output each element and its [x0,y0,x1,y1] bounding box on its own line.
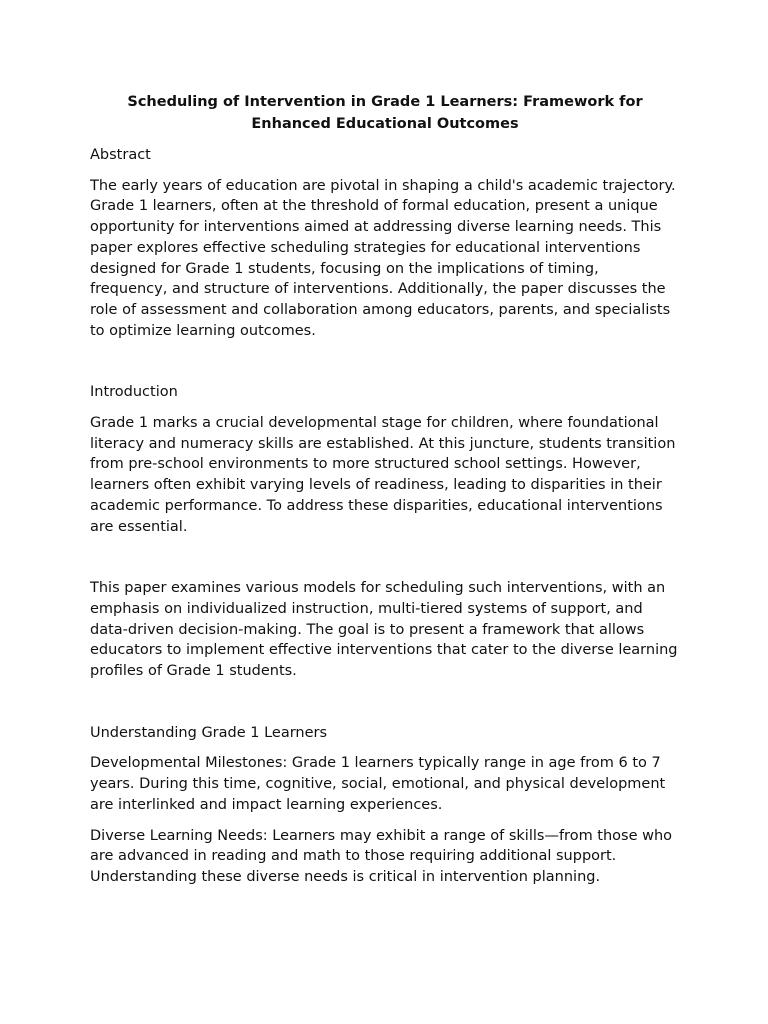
introduction-paragraph-1: Grade 1 marks a crucial developmental stage for children, where foundational literacy and numeracy skills are established. At this juncture, students transition from pre-school environments to more structured school settings. However, learners often exhibit varying levels of readiness, leading to disparities in their academic performance. To address these disparities, educational interventions are essential. [90,415,676,535]
abstract-paragraph: The early years of education are pivotal in shaping a child's academic trajectory. Grade 1 learners, often at the threshold of formal education, present a unique opportunity for interventions aimed at addressing diverse learning needs. This paper explores effective scheduling strategies for educational interventions designed for Grade 1 students, focusing on the implications of timing, frequency, and structure of interventions. Additionally, the paper discusses the role of assessment and collaboration among educators, parents, and specialists to optimize learning outcomes. [90,177,676,339]
section-spacer [90,547,680,578]
introduction-heading: Introduction [90,384,178,401]
understanding-paragraph-1: Developmental Milestones: Grade 1 learners typically range in age from 6 to 7 years. During this time, cognitive, social, emotional, and physical development are interlinked and impact learning experiences. [90,755,666,813]
introduction-paragraph-2: This paper examines various models for scheduling such interventions, with an emphasis on individualized instruction, multi-tiered systems of support, and data-driven decision-making. The goal is to present a framework that allows educators to implement effective interventions that cater to the diverse learning profiles of Grade 1 students. [90,580,678,680]
section-spacer [90,692,680,723]
understanding-heading: Understanding Grade 1 Learners [90,724,328,741]
understanding-paragraph-2: Diverse Learning Needs: Learners may exhibit a range of skills—from those who are advanced in reading and math to those requiring additional support. Understanding these diverse needs is critical in intervention planning. [90,827,673,885]
document-title: Scheduling of Intervention in Grade 1 Learners: Framework for Enhanced Educational Outcomes [127,94,643,132]
section-spacer [90,351,680,382]
abstract-heading: Abstract [90,147,151,163]
